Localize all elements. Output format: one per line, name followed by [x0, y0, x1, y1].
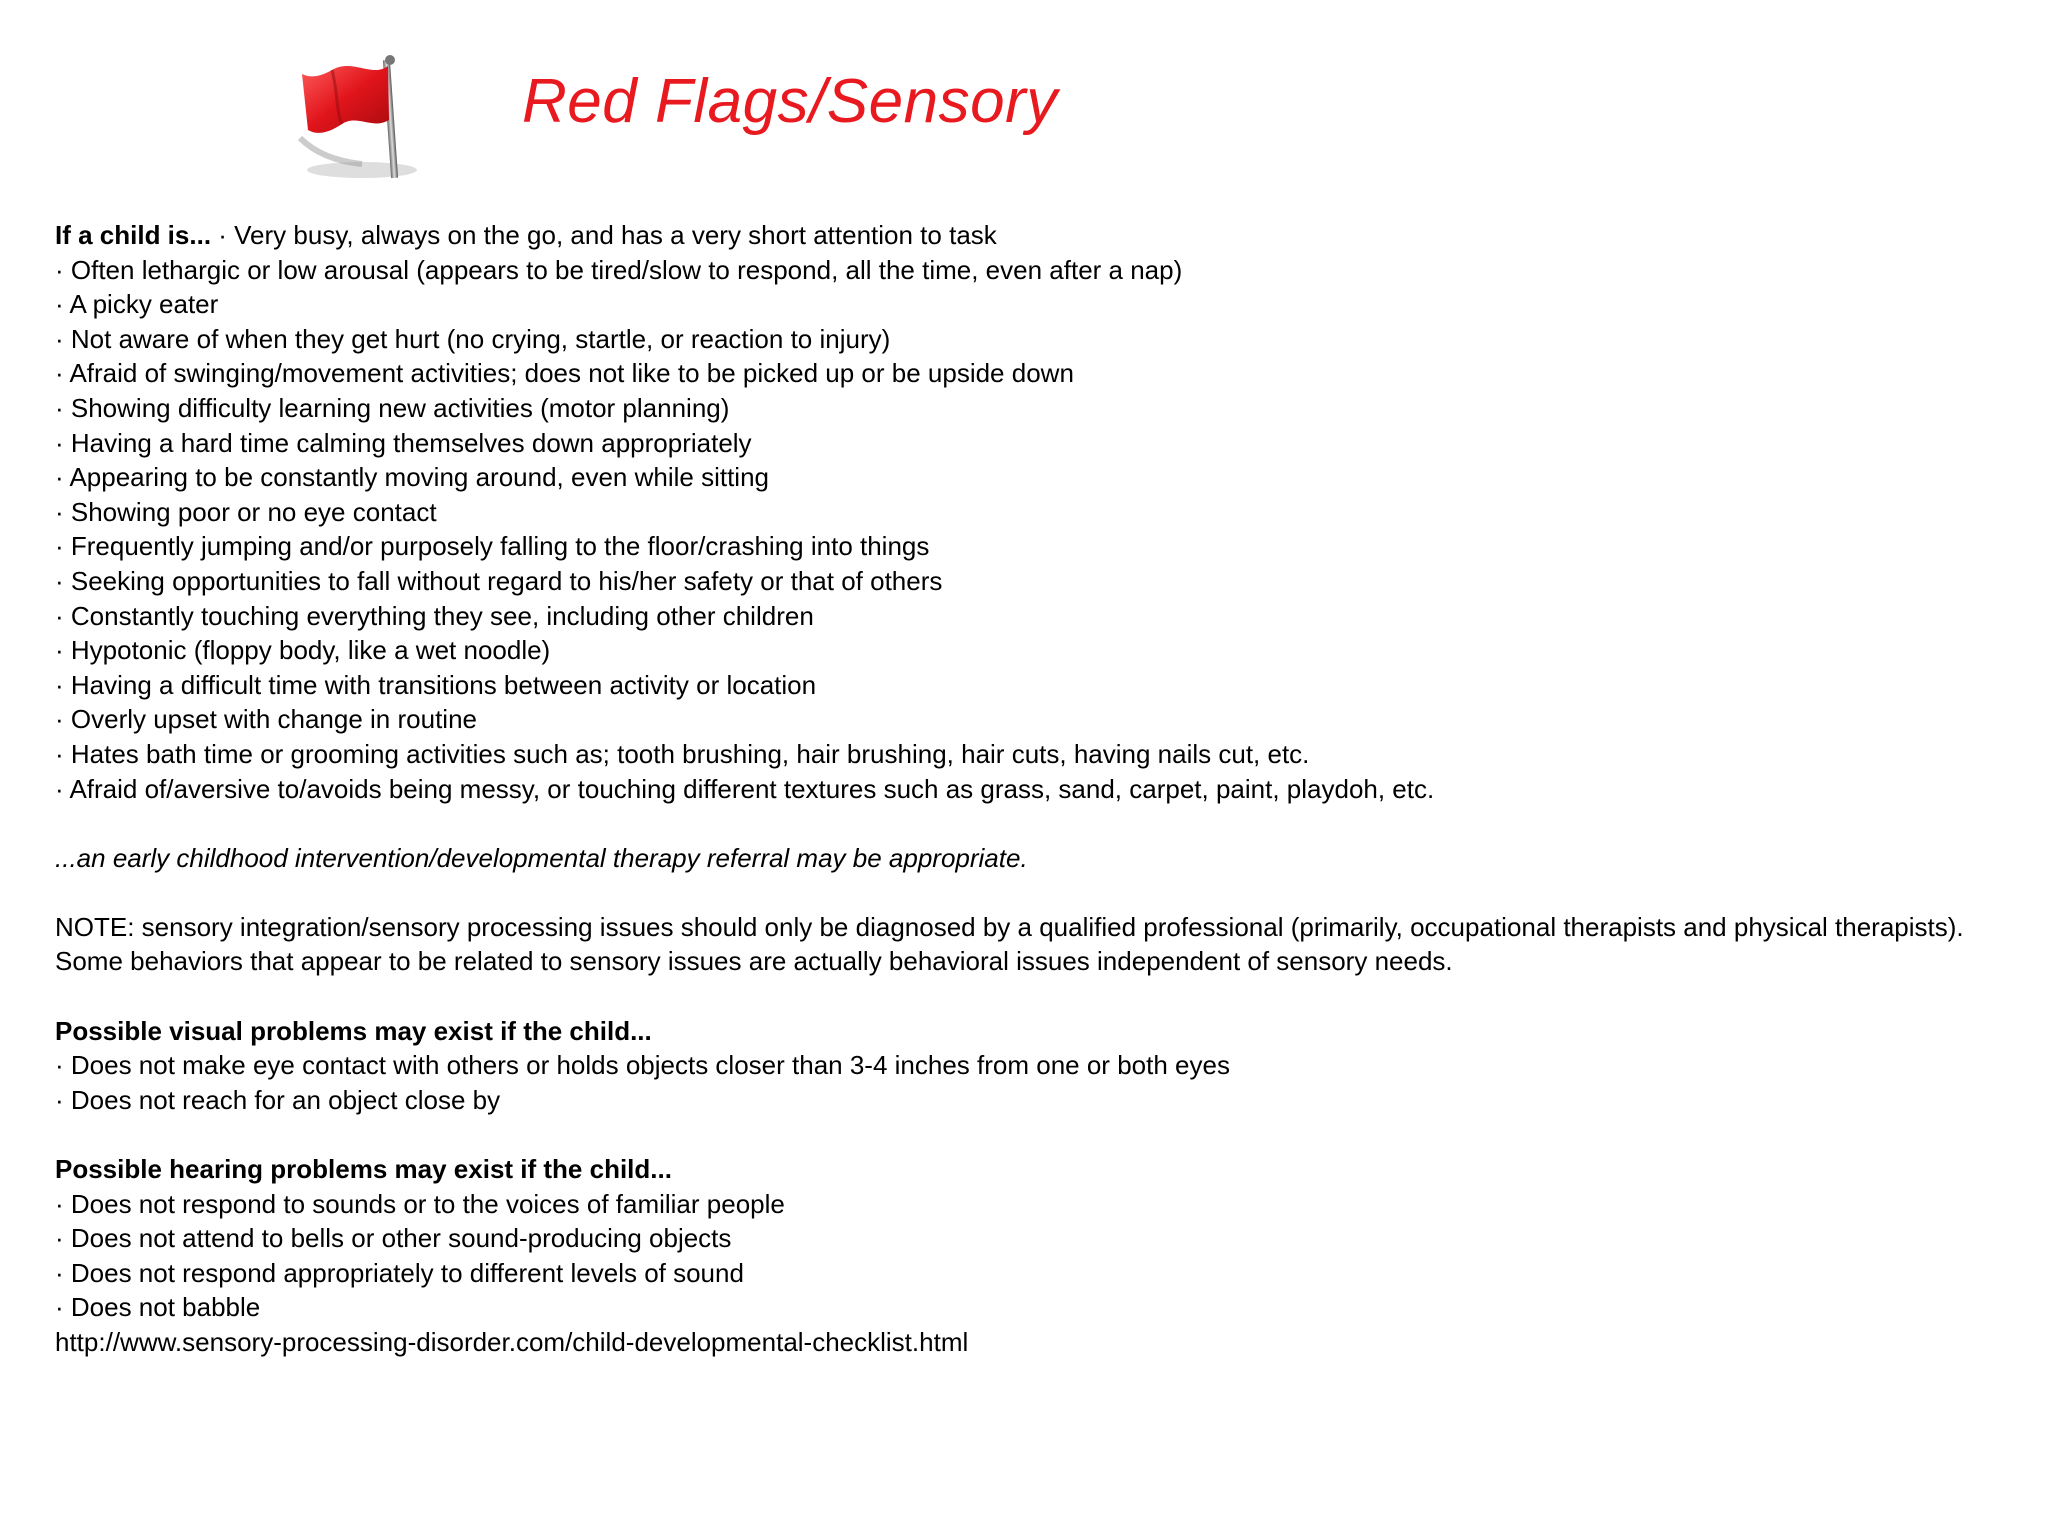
spacer: [55, 806, 2015, 841]
source-url: http://www.sensory-processing-disorder.com/child-developmental-checklist.html: [55, 1327, 969, 1357]
list-item: · Does not attend to bells or other sound-producing objects: [55, 1223, 732, 1254]
list-item: · Hates bath time or grooming activities such as; tooth brushing, hair brushing, hair cuts, having nails cut, etc.: [55, 738, 1310, 769]
visual-heading: Possible visual problems may exist if the child...: [55, 1015, 652, 1046]
note-line: Some behaviors that appear to be related to sensory issues are actually behavioral issues independent of sensory needs.: [55, 946, 1453, 977]
list-item: · Afraid of/aversive to/avoids being messy, or touching different textures such as grass, sand, carpet, paint, playdoh, etc.: [55, 773, 1435, 804]
list-item: · Does not babble: [55, 1292, 261, 1323]
list-item: · Appearing to be constantly moving around, even while sitting: [55, 462, 769, 493]
list-item: · Seeking opportunities to fall without regard to his/her safety or that of others: [55, 565, 943, 596]
list-item: · Having a hard time calming themselves down appropriately: [55, 427, 752, 458]
list-item: · A picky eater: [55, 289, 219, 320]
list-item: · Does not reach for an object close by: [55, 1084, 501, 1115]
spacer: [55, 979, 2015, 1014]
spacer: [55, 1117, 2015, 1152]
hearing-heading: Possible hearing problems may exist if the child...: [55, 1154, 672, 1185]
list-item: · Hypotonic (floppy body, like a wet noodle): [55, 635, 551, 666]
page-title: Red Flags/Sensory: [522, 67, 1058, 136]
intro-lead: If a child is...: [55, 220, 212, 250]
child-red-flag-list: [55, 253, 2015, 807]
document-body: [55, 218, 2015, 1360]
list-item: · Does not make eye contact with others or holds objects closer than 3-4 inches from one or both eyes: [55, 1050, 1230, 1081]
list-item: · Often lethargic or low arousal (appears to be tired/slow to respond, all the time, even after a nap): [55, 254, 1183, 285]
list-item: · Frequently jumping and/or purposely falling to the floor/crashing into things: [55, 531, 930, 562]
list-item: · Having a difficult time with transitions between activity or location: [55, 669, 817, 700]
list-item: · Overly upset with change in routine: [55, 704, 477, 735]
note-line: NOTE: sensory integration/sensory processing issues should only be diagnosed by a qualified professional (primarily, occupational therapists and physical therapists).: [55, 911, 1964, 942]
spacer: [55, 875, 2015, 910]
list-item: · Does not respond appropriately to different levels of sound: [55, 1257, 744, 1288]
red-flag-icon: [292, 52, 427, 182]
list-item: · Does not respond to sounds or to the voices of familiar people: [55, 1188, 785, 1219]
list-item: · Not aware of when they get hurt (no crying, startle, or reaction to injury): [55, 323, 891, 354]
list-item: · Constantly touching everything they see, including other children: [55, 600, 814, 631]
list-item: · Showing poor or no eye contact: [55, 496, 437, 527]
referral-note: ...an early childhood intervention/developmental therapy referral may be appropriate.: [55, 842, 1028, 873]
intro-line: [55, 218, 2015, 253]
list-item: · Showing difficulty learning new activities (motor planning): [55, 392, 730, 423]
list-item: · Afraid of swinging/movement activities; does not like to be picked up or be upside down: [55, 358, 1074, 389]
intro-first-item: · Very busy, always on the go, and has a very short attention to task: [211, 220, 997, 250]
page-header: [0, 0, 2048, 200]
